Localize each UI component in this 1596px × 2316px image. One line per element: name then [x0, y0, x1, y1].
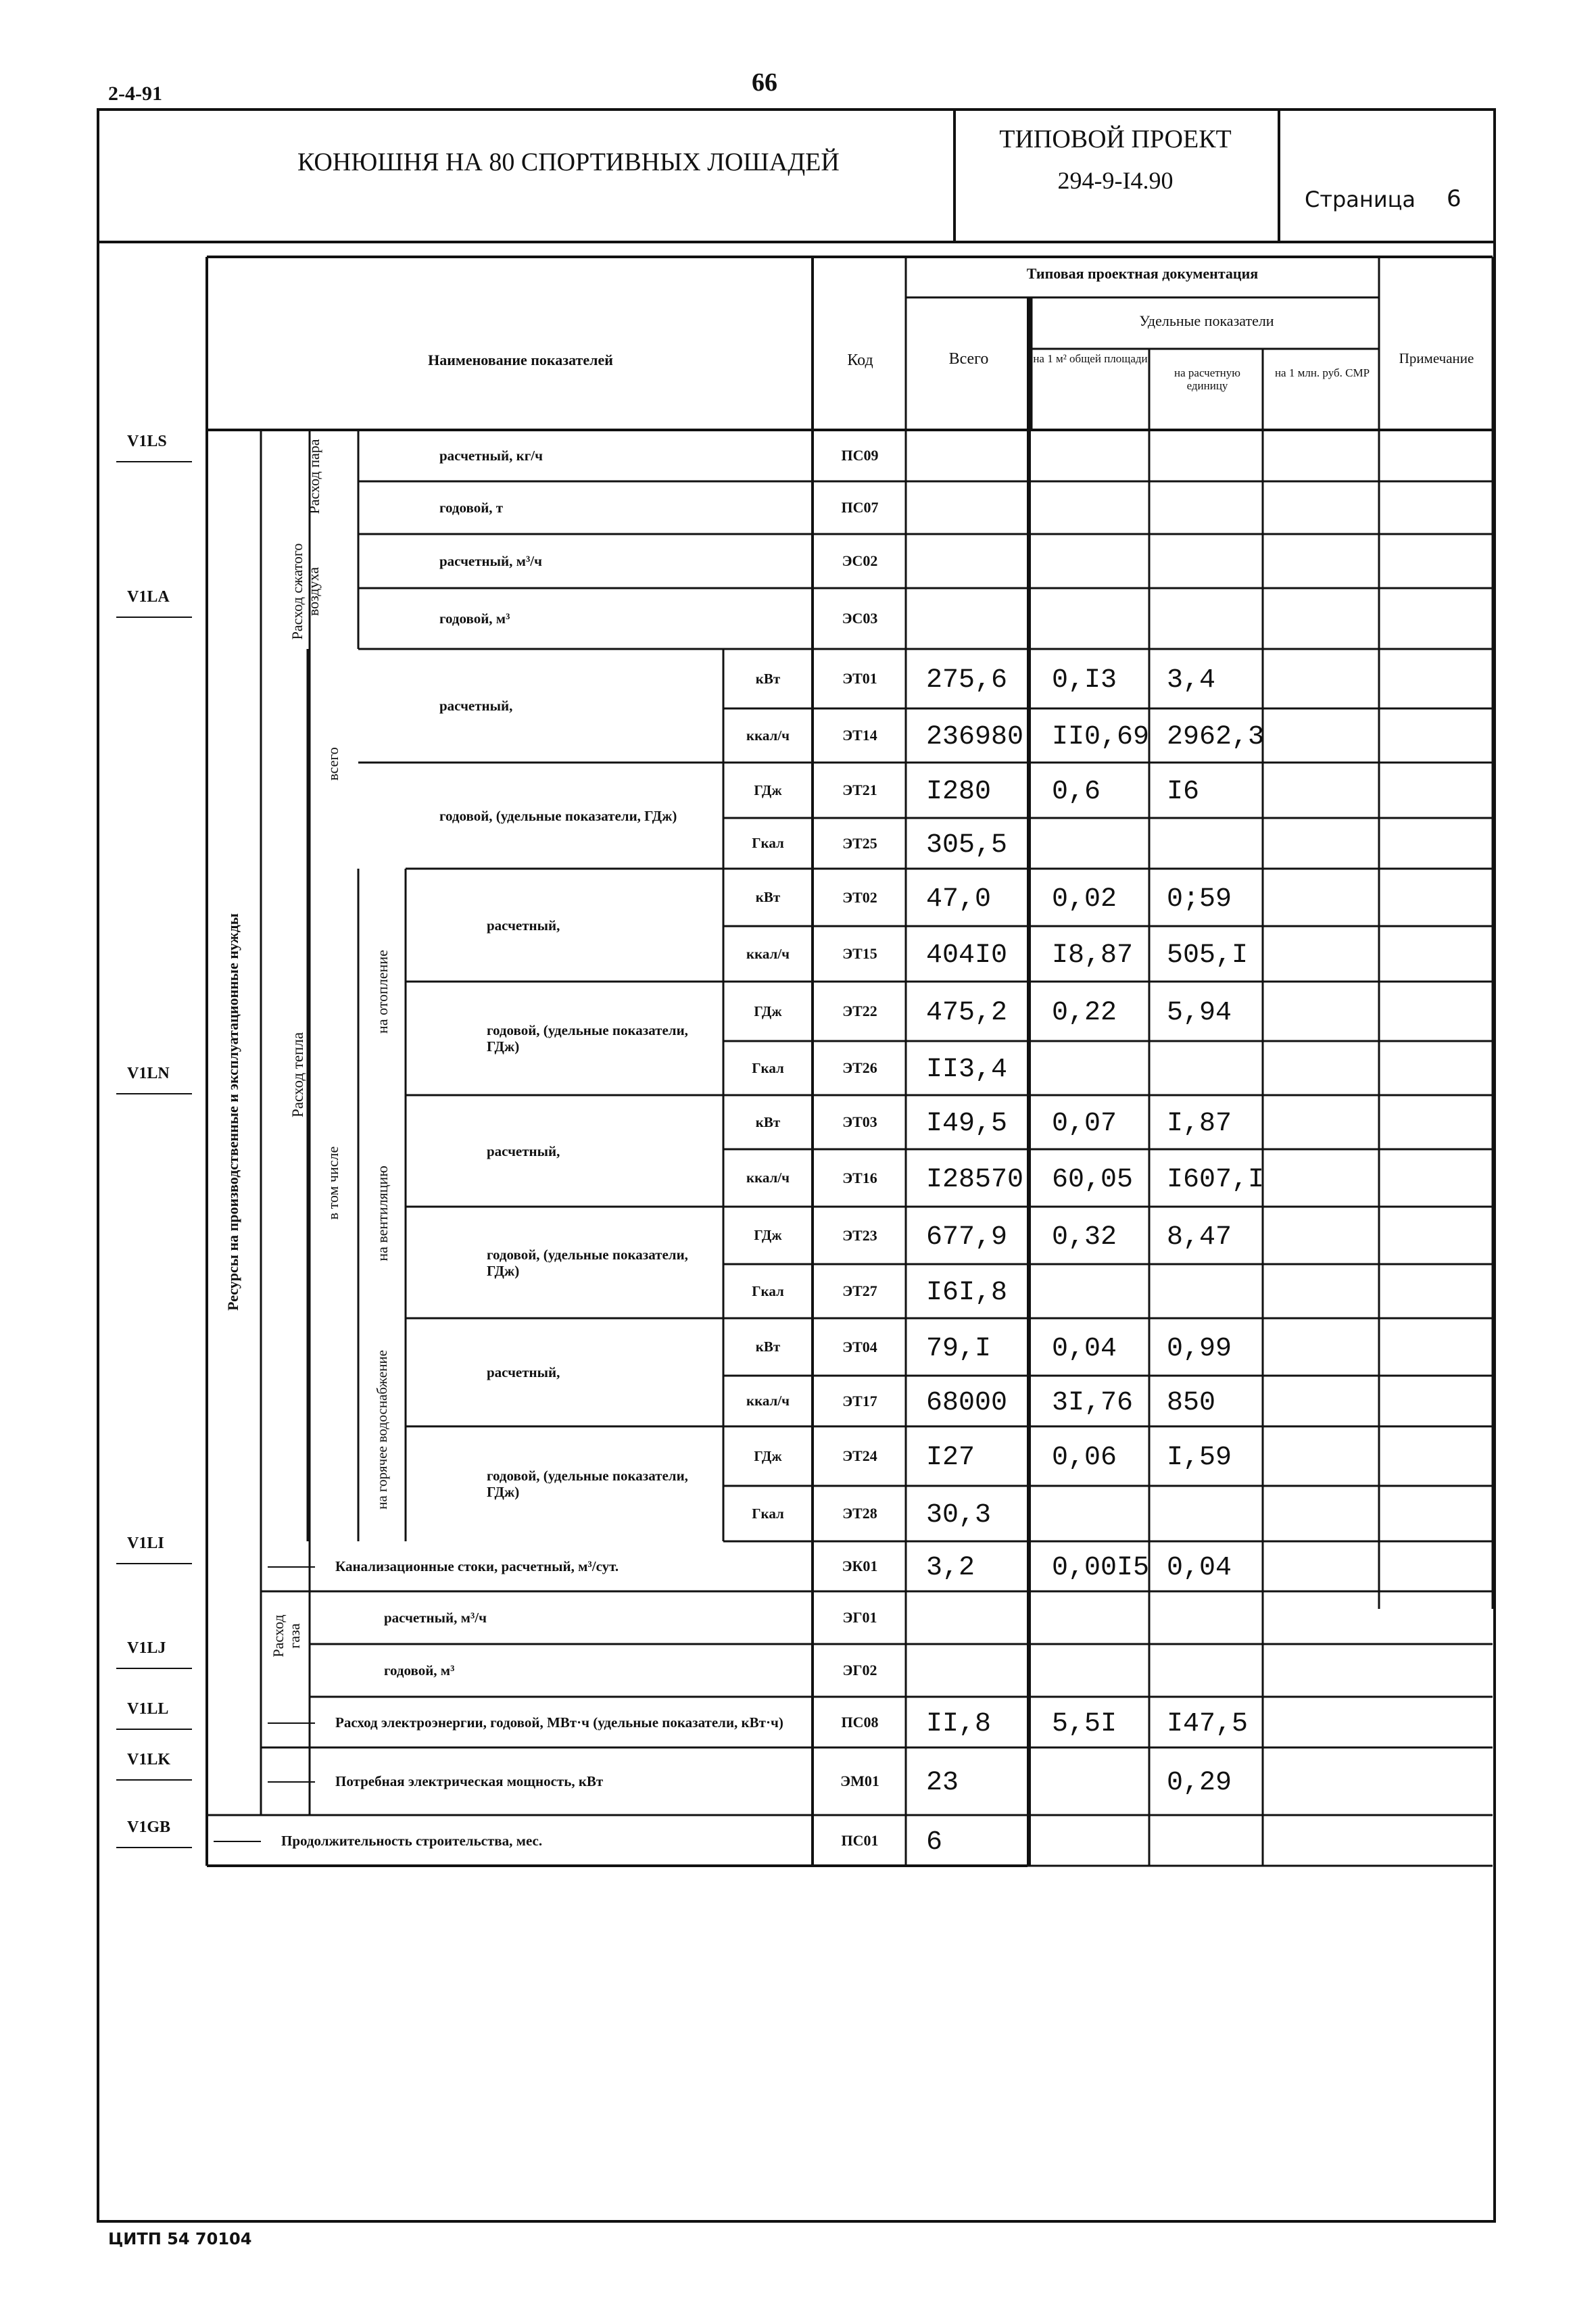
- typical-doc-header: Типовая проектная документация: [1026, 265, 1259, 282]
- row-total: 79,I: [926, 1334, 992, 1364]
- page-label: Страница: [1305, 187, 1416, 212]
- row-per-m2: 0,04: [1052, 1334, 1117, 1364]
- row-name: расчетный,: [487, 1364, 560, 1380]
- row-code: ЭТ02: [842, 889, 877, 906]
- row-per-m2: [1052, 818, 1146, 869]
- row-per-unit: 0;59: [1167, 884, 1232, 915]
- row-per-mln: [1268, 818, 1376, 869]
- row-per-mln: [1268, 708, 1376, 763]
- row-code: ПС09: [841, 447, 879, 464]
- row-per-mln: [1268, 869, 1376, 926]
- row-unit: ГДж: [754, 1227, 782, 1243]
- side-code-underline: [116, 1847, 192, 1848]
- row-name: годовой, м³: [384, 1662, 455, 1679]
- row-total: I280: [926, 777, 992, 807]
- doc-number: 2-4-91: [108, 82, 162, 105]
- row-code: ЭТ04: [842, 1338, 877, 1355]
- row-per-unit: 8,47: [1167, 1222, 1232, 1253]
- arrow-mark: [214, 1841, 261, 1842]
- row-per-mln: [1268, 926, 1376, 982]
- side-code-underline: [116, 1729, 192, 1730]
- row-per-mln: [1268, 1644, 1376, 1697]
- row-unit: ккал/ч: [746, 1393, 790, 1409]
- footer-stamp: ЦИТП 54 70104: [108, 2229, 252, 2248]
- row-per-mln: [1268, 430, 1376, 481]
- row-total: [926, 481, 1027, 534]
- row-per-unit: I47,5: [1167, 1709, 1249, 1739]
- row-total: 30,3: [926, 1500, 992, 1530]
- row-per-m2: [1052, 481, 1146, 534]
- row-code: ЭТ15: [842, 945, 877, 962]
- row-per-unit: 850: [1167, 1388, 1216, 1418]
- row-code: ЭТ03: [842, 1113, 877, 1130]
- row-total: II,8: [926, 1709, 992, 1739]
- row-per-m2: [1052, 534, 1146, 588]
- row-total: 68000: [926, 1388, 1008, 1418]
- row-per-mln: [1268, 1376, 1376, 1426]
- row-per-m2: 0,00I5: [1052, 1553, 1150, 1583]
- col-note-header: Примечание: [1399, 350, 1474, 366]
- row-per-unit: I607,I: [1167, 1165, 1265, 1195]
- row-name: расчетный,: [439, 698, 513, 714]
- group-ventilation: на вентиляцию: [374, 1165, 391, 1261]
- row-total: I49,5: [926, 1109, 1008, 1139]
- row-per-m2: [1052, 1264, 1146, 1318]
- row-per-unit: [1167, 481, 1261, 534]
- row-per-mln: [1268, 1041, 1376, 1095]
- row-per-m2: [1052, 1815, 1146, 1866]
- side-code-underline: [116, 1779, 192, 1781]
- row-total: 6: [926, 1827, 943, 1858]
- row-name: расчетный, м³/ч: [384, 1610, 487, 1626]
- row-per-unit: [1167, 430, 1261, 481]
- side-code-underline: [116, 1668, 192, 1669]
- side-code: V1LL: [127, 1700, 169, 1718]
- row-name: Потребная электрическая мощность, кВт: [335, 1773, 604, 1789]
- row-total: I6I,8: [926, 1278, 1008, 1308]
- row-total: 23: [926, 1768, 959, 1798]
- group-steam: Расход пара: [306, 439, 322, 514]
- row-code: ПС08: [841, 1714, 879, 1731]
- row-per-unit: 3,4: [1167, 665, 1216, 696]
- row-unit: Гкал: [752, 1505, 784, 1522]
- side-code: V1LA: [127, 588, 170, 606]
- row-total: II3,4: [926, 1055, 1008, 1085]
- side-code-underline: [116, 617, 192, 618]
- row-code: ЭК01: [842, 1558, 878, 1574]
- row-per-unit: 505,I: [1167, 940, 1249, 971]
- row-unit: кВт: [755, 671, 781, 687]
- side-code-underline: [116, 1563, 192, 1564]
- row-unit: кВт: [755, 1338, 781, 1355]
- row-unit: кВт: [755, 889, 781, 905]
- row-name: Канализационные стоки, расчетный, м³/сут.: [335, 1558, 619, 1574]
- col-name-header: Наименование показателей: [428, 352, 613, 368]
- row-per-mln: [1268, 1697, 1376, 1747]
- row-code: ЭТ24: [842, 1447, 877, 1464]
- row-unit: ккал/ч: [746, 946, 790, 962]
- row-per-m2: [1052, 1041, 1146, 1095]
- row-total: 275,6: [926, 665, 1008, 696]
- row-code: ЭТ26: [842, 1059, 877, 1076]
- row-per-unit: [1167, 1486, 1261, 1541]
- row-total: [926, 1644, 1027, 1697]
- row-per-m2: I8,87: [1052, 940, 1134, 971]
- row-per-mln: [1268, 588, 1376, 649]
- row-per-mln: [1268, 1207, 1376, 1264]
- row-per-m2: 0,22: [1052, 998, 1117, 1028]
- row-name: годовой, (удельные показатели, ГДж): [487, 1246, 688, 1279]
- row-total: 404I0: [926, 940, 1008, 971]
- row-name: годовой, (удельные показатели, ГДж): [487, 1022, 688, 1055]
- row-per-mln: [1268, 1095, 1376, 1149]
- group-air: Расход сжатого воздуха: [289, 543, 322, 640]
- row-per-unit: 5,94: [1167, 998, 1232, 1028]
- side-code-underline: [116, 1093, 192, 1094]
- row-per-m2: [1052, 588, 1146, 649]
- row-name: расчетный,: [487, 1142, 560, 1159]
- row-total: [926, 588, 1027, 649]
- row-code: ПС07: [841, 499, 879, 516]
- row-per-m2: [1052, 1591, 1146, 1644]
- project-label: ТИПОВОЙ ПРОЕКТ: [999, 125, 1232, 153]
- row-code: ЭС02: [842, 552, 878, 569]
- row-total: [926, 534, 1027, 588]
- document-title: КОНЮШНЯ НА 80 СПОРТИВНЫХ ЛОШАДЕЙ: [297, 148, 840, 176]
- row-total: 305,5: [926, 830, 1008, 861]
- row-per-mln: [1268, 649, 1376, 708]
- group-total: всего: [324, 747, 341, 781]
- row-unit: ГДж: [754, 1003, 782, 1019]
- group-hot-water: на горячее водоснабжение: [374, 1350, 390, 1510]
- group-gas: Расход газа: [270, 1614, 303, 1658]
- row-name: годовой, (удельные показатели, ГДж): [487, 1468, 688, 1500]
- row-per-m2: 0,02: [1052, 884, 1117, 915]
- row-per-mln: [1268, 1815, 1376, 1866]
- row-code: ЭТ23: [842, 1227, 877, 1244]
- row-per-mln: [1268, 1486, 1376, 1541]
- row-total: 47,0: [926, 884, 992, 915]
- row-name: расчетный,: [487, 917, 560, 934]
- row-code: ЭТ22: [842, 1003, 877, 1019]
- side-code: V1LN: [127, 1065, 170, 1082]
- row-per-m2: 0,32: [1052, 1222, 1117, 1253]
- side-code: V1LI: [127, 1535, 164, 1552]
- row-code: ЭТ27: [842, 1282, 877, 1299]
- row-code: ЭТ28: [842, 1505, 877, 1522]
- col-code-header: Код: [847, 352, 873, 369]
- row-per-unit: [1167, 1815, 1261, 1866]
- row-code: ЭМ01: [840, 1772, 879, 1789]
- group-heating: на отопление: [374, 950, 391, 1034]
- row-per-m2: 0,I3: [1052, 665, 1117, 696]
- project-code: 294-9-I4.90: [1057, 167, 1174, 194]
- row-unit: ГДж: [754, 1448, 782, 1464]
- row-per-m2: 0,06: [1052, 1443, 1117, 1473]
- row-code: ЭТ01: [842, 670, 877, 687]
- row-per-unit: 0,29: [1167, 1768, 1232, 1798]
- row-total: 3,2: [926, 1553, 975, 1583]
- group-heat: Расход тепла: [289, 1032, 306, 1118]
- row-per-unit: 2962,3: [1167, 722, 1265, 752]
- side-code: V1LK: [127, 1751, 171, 1768]
- row-per-unit: [1167, 1041, 1261, 1095]
- row-total: [926, 430, 1027, 481]
- row-total: 677,9: [926, 1222, 1008, 1253]
- page-number: 66: [752, 68, 777, 97]
- row-unit: ГДж: [754, 782, 782, 798]
- row-per-unit: 0,04: [1167, 1553, 1232, 1583]
- row-per-unit: [1167, 588, 1261, 649]
- row-name: Расход электроэнергии, годовой, МВт·ч (удельные показатели, кВт·ч): [335, 1714, 783, 1731]
- row-unit: ккал/ч: [746, 727, 790, 744]
- row-total: [926, 1591, 1027, 1644]
- row-per-m2: [1052, 1486, 1146, 1541]
- row-per-mln: [1268, 534, 1376, 588]
- side-code: V1LJ: [127, 1639, 166, 1657]
- row-code: ПС01: [841, 1832, 879, 1849]
- row-total: 236980: [926, 722, 1024, 752]
- row-per-m2: [1052, 430, 1146, 481]
- row-name: годовой, т: [439, 500, 504, 516]
- row-per-m2: 0,07: [1052, 1109, 1117, 1139]
- row-name: годовой, (удельные показатели, ГДж): [439, 807, 677, 824]
- row-unit: Гкал: [752, 1283, 784, 1299]
- row-per-m2: II0,69: [1052, 722, 1150, 752]
- row-per-unit: 0,99: [1167, 1334, 1232, 1364]
- row-code: ЭС03: [842, 610, 878, 627]
- row-per-m2: [1052, 1747, 1146, 1815]
- row-per-mln: [1268, 1591, 1376, 1644]
- row-per-mln: [1268, 1149, 1376, 1207]
- row-per-m2: 3I,76: [1052, 1388, 1134, 1418]
- row-unit: Гкал: [752, 1060, 784, 1076]
- row-name: расчетный, кг/ч: [439, 448, 543, 464]
- row-per-unit: [1167, 818, 1261, 869]
- row-per-mln: [1268, 1318, 1376, 1376]
- row-code: ЭТ16: [842, 1169, 877, 1186]
- row-total: I27: [926, 1443, 975, 1473]
- col-total-header: Всего: [948, 350, 989, 368]
- row-per-mln: [1268, 763, 1376, 818]
- row-code: ЭТ17: [842, 1393, 877, 1409]
- row-name: Продолжительность строительства, мес.: [281, 1832, 543, 1849]
- row-code: ЭГ02: [842, 1662, 877, 1679]
- side-code: V1LS: [127, 433, 167, 450]
- arrow-mark: [268, 1781, 315, 1783]
- row-code: ЭГ01: [842, 1609, 877, 1626]
- specific-header: Удельные показатели: [1139, 312, 1274, 329]
- row-name: годовой, м³: [439, 610, 510, 627]
- row-name: расчетный, м³/ч: [439, 553, 542, 569]
- side-code: V1GB: [127, 1818, 171, 1836]
- col-per-unit-header: на расчетную единицу: [1174, 366, 1240, 392]
- row-per-mln: [1268, 1426, 1376, 1486]
- row-code: ЭТ25: [842, 835, 877, 852]
- row-per-m2: 0,6: [1052, 777, 1101, 807]
- col-per-mln-header: на 1 млн. руб. СМР: [1274, 366, 1370, 379]
- row-per-unit: [1167, 534, 1261, 588]
- col-per-m2-header: на 1 м² общей площади: [1033, 352, 1148, 365]
- row-per-unit: [1167, 1644, 1261, 1697]
- row-unit: Гкал: [752, 835, 784, 851]
- row-per-mln: [1268, 982, 1376, 1041]
- row-per-mln: [1268, 1264, 1376, 1318]
- row-per-m2: 60,05: [1052, 1165, 1134, 1195]
- row-per-mln: [1268, 1747, 1376, 1815]
- row-unit: ккал/ч: [746, 1169, 790, 1186]
- row-per-unit: [1167, 1591, 1261, 1644]
- row-per-m2: 5,5I: [1052, 1709, 1117, 1739]
- group-including: в том числе: [324, 1146, 341, 1220]
- arrow-mark: [268, 1566, 315, 1568]
- row-unit: кВт: [755, 1114, 781, 1130]
- page-value: 6: [1447, 185, 1461, 212]
- row-code: ЭТ14: [842, 727, 877, 744]
- side-code-underline: [116, 461, 192, 462]
- row-per-unit: I6: [1167, 777, 1200, 807]
- row-per-mln: [1268, 481, 1376, 534]
- arrow-mark: [268, 1722, 315, 1724]
- row-total: 475,2: [926, 998, 1008, 1028]
- row-per-unit: I,87: [1167, 1109, 1232, 1139]
- row-per-m2: [1052, 1644, 1146, 1697]
- row-per-unit: I,59: [1167, 1443, 1232, 1473]
- row-total: I28570: [926, 1165, 1024, 1195]
- group-resources: Ресурсы на производственные и эксплуатационные нужды: [224, 913, 241, 1311]
- row-code: ЭТ21: [842, 781, 877, 798]
- row-per-unit: [1167, 1264, 1261, 1318]
- row-per-mln: [1268, 1541, 1376, 1591]
